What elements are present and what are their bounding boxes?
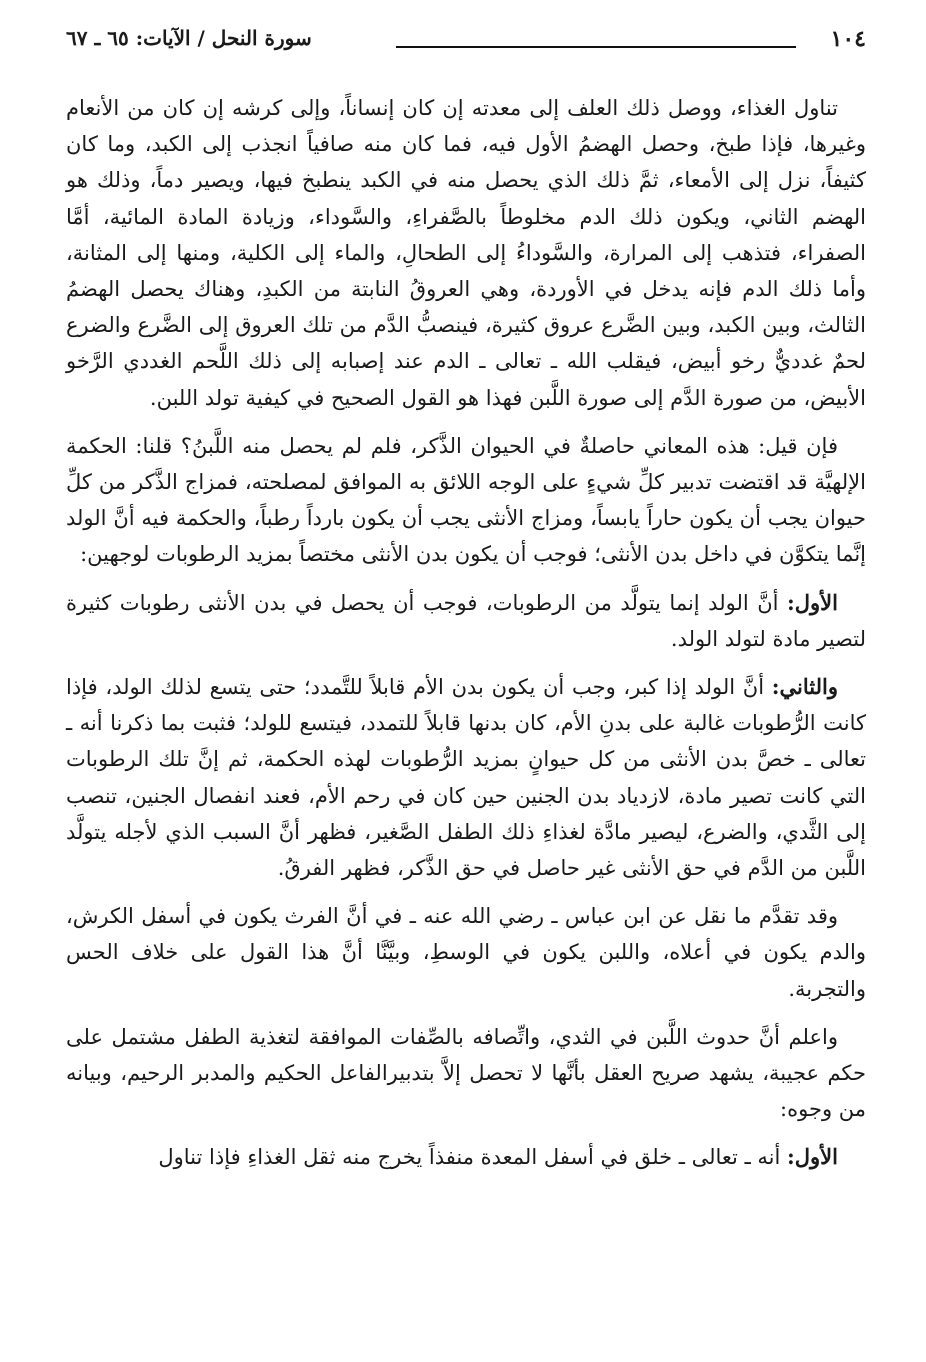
page-number: ١٠٤ [830,26,866,52]
paragraph-text: أنَّ الولد إذا كبر، وجب أن يكون بدن الأم قابلاً للتَّمدد؛ حتى يتسع لذلك الولد، فإذا كانت الرُّطوبات غالبة على بدنِ الأم، كان بدنها قابلاً للتمدد، فيتسع للولد؛ فثبت بما ذكرنا أنه ـ تعالى ـ خصَّ بدن الأنثى من كل حيوانٍ بمزيد الرُّطوبات لهذه الحكمة، ثم إنَّ تلك الرطوبات التي كانت تصير مادة، لازدياد بدن الجنين حين كان في رحم الأم، فعند انفصال الجنين، تنصب إلى الثَّدي، والضرع، ليصير مادَّة لغذاءِ ذلك الطفل الصَّغير، فظهر أنَّ السبب الذي لأجله يتولَّد اللَّبن من الدَّم في حق الأنثى غير حاصل في حق الذَّكر، فظهر الفرقُ. [66,675,866,881]
paragraph-3 [66,585,866,657]
paragraph-text: واعلم أنَّ حدوث اللَّبن في الثدي، واتِّصافه بالصِّفات الموافقة لتغذية الطفل مشتمل على حكم عجيبة، يشهد صريح العقل بأنَّها لا تحصل إلاَّ بتدبيرالفاعل الحكيم والمدبر الرحيم، وبيانه من وجوه: [66,1024,866,1122]
paragraph-5 [66,898,866,1007]
paragraph-7 [66,1139,866,1175]
body-text [66,90,866,1188]
header-rule [396,46,796,48]
paragraph-text: وقد تقدَّم ما نقل عن ابن عباس ـ رضي الله عنه ـ في أنَّ الفرث يكون في أسفل الكرش، والدم يكون في أعلاه، واللبن يكون في الوسطِ، وبيَّنَّا أنَّ هذا القول على خلاف الحس والتجربة. [66,904,866,1001]
running-header [66,26,866,60]
paragraph-1 [66,90,866,416]
paragraph-text: أنَّ الولد إنما يتولَّد من الرطوبات، فوجب أن يحصل في بدن الأنثى رطوبات كثيرة لتصير مادة لتولد الولد. [66,590,866,651]
paragraph-lead: الأول: [787,1144,838,1170]
paragraph-text: فإن قيل: هذه المعاني حاصلةٌ في الحيوان الذَّكر، فلم لم يحصل منه اللَّبنُ؟ قلنا: الحكمة الإلهيَّة قد اقتضت تدبير كلِّ شيءٍ على الوجه اللائق به الموافق لمصلحته، فمزاج الذَّكر من كلِّ حيوان يجب أن يكون حاراً يابساً، ومزاج الأنثى يجب أن يكون بارداً رطباً، والحكمة فيه أنَّ الولد إنَّما يتكوَّن في داخل بدن الأنثى؛ فوجب أن يكون بدن الأنثى مختصاً بمزيد الرطوبات لوجهين: [66,433,866,567]
paragraph-lead: والثاني: [771,674,838,700]
paragraph-2 [66,428,866,573]
header-title: سورة النحل / الآيات: ٦٥ ـ ٦٧ [66,26,312,50]
paragraph-4 [66,669,866,886]
paragraph-text: أنه ـ تعالى ـ خلق في أسفل المعدة منفذاً يخرج منه ثقل الغذاءِ فإذا تناول [158,1145,788,1170]
paragraph-lead: الأول: [787,589,838,615]
paragraph-text: تناول الغذاء، ووصل ذلك العلف إلى معدته إن كان إنساناً، وإلى كرشه إن كان من الأنعام وغيرها، فإذا طبخ، وحصل الهضمُ الأول فيه، فما كان منه صافياً انجذب إلى الكبد، وما كان كثيفاً، نزل إلى الأمعاء، ثمَّ ذلك الذي يحصل منه في الكبد ينطبخ فيها، ويصير دماً، وذلك هو الهضم الثاني، ويكون ذلك الدم مخلوطاً بالصَّفراءِ، والسَّوداء، وزيادة المادة المائية، أمَّا الصفراء، فتذهب إلى المرارة، والسَّوداءُ إلى الطحالِ، والماء إلى الكلية، ومنها إلى المثانة، وأما ذلك الدم فإنه يدخل في الأوردة، وهي العروقُ النابتة من الكبدِ، وهناك يحصل الهضمُ الثالث، وبين الكبد، وبين الضَّرع عروق كثيرة، فينصبُّ الدَّم من تلك العروق إلى الضَّرع والضرع لحمٌ غدديٌّ رخو أبيض، فيقلب الله ـ تعالى ـ الدم عند إصبابه إلى ذلك اللَّحم الغددي الرَّخو الأبيض، من صورة الدَّم إلى صورة اللَّبن فهذا هو القول الصحيح في كيفية تولد اللبن. [66,96,866,410]
paragraph-6 [66,1019,866,1128]
